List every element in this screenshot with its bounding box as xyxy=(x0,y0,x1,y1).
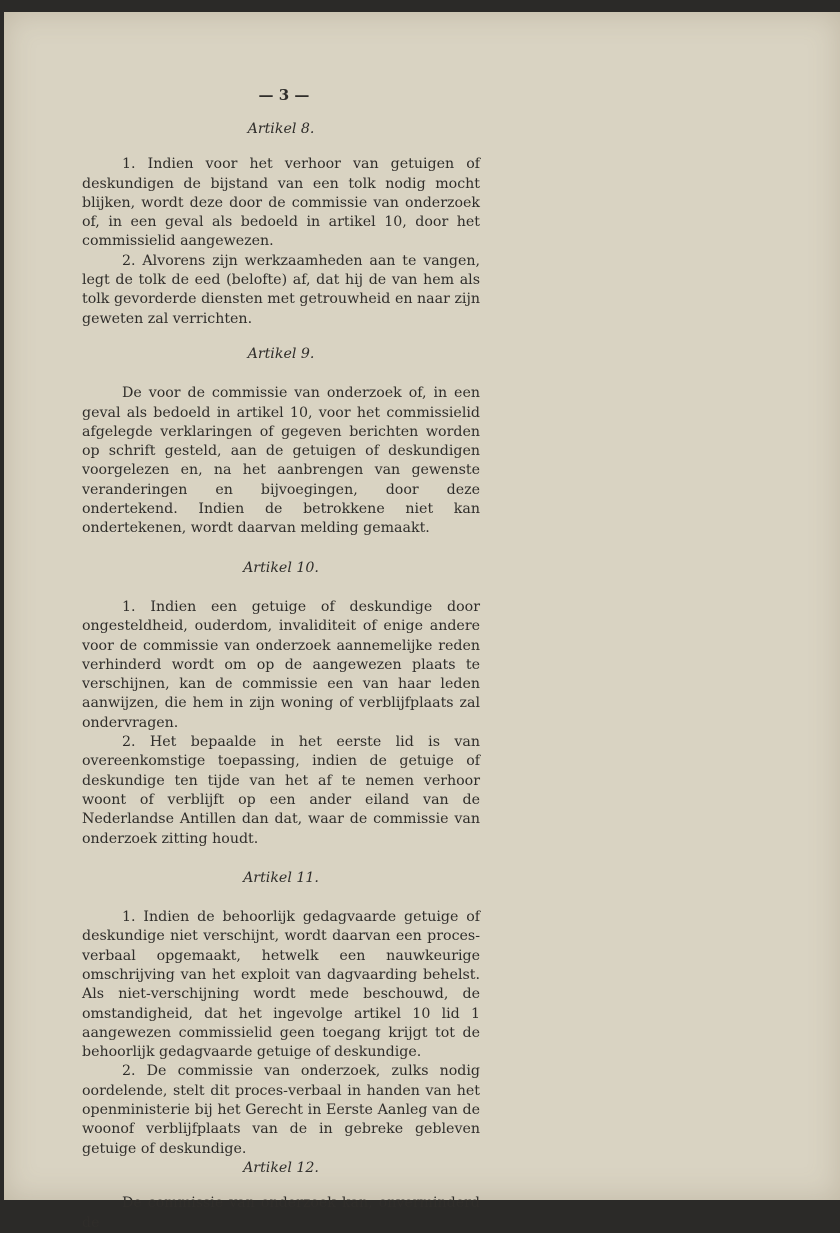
article-9-heading: Artikel 9. xyxy=(247,345,315,362)
article-10-paragraph-2: 2. Het bepaalde in het eerste lid is van overeenkomstige toepassing, indien de getuige of deskundige ten tijde van het af te nemen verhoor woont of verblijft op een ander eiland van de Nederlandse Antillen dan dat, waar de commissie van onderzoek zitting houdt. xyxy=(82,734,480,847)
article-11-paragraph-1: 1. Indien de behoorlijk gedagvaarde getuige of deskundige niet verschijnt, wordt daarvan een proces-verbaal opgemaakt, hetwelk een nauwkeurige omschrijving van het exploit van dagvaarding behelst. Als niet-verschijning wordt mede beschouwd, de omstandigheid, dat het ingevolge artikel 10 lid 1 aangewezen commissielid geen toegang krijgt tot de behoorlijk gedagvaarde getuige of deskundige. xyxy=(82,909,480,1061)
article-10-heading: Artikel 10. xyxy=(243,559,319,576)
article-10-paragraph-1: 1. Indien een getuige of deskundige door ongesteldheid, ouderdom, invaliditeit of enige andere voor de commissie van onderzoek aannemelijke reden verhinderd wordt om op de aangewezen plaats te verschijnen, kan de commissie een van haar leden aanwijzen, die hem in zijn woning of verblijfplaats zal ondervragen. xyxy=(82,598,480,731)
article-8-paragraph-1: 1. Indien voor het verhoor van getuigen of deskundigen de bijstand van een tolk nodig mocht blijken, wordt deze door de commissie van onderzoek of, in een geval als bedoeld in artikel 10, door het commissielid aangewezen. xyxy=(82,156,480,250)
article-8-heading: Artikel 8. xyxy=(247,121,315,137)
article-11-heading: Artikel 11. xyxy=(243,869,319,886)
page-number: — 3 — xyxy=(258,86,310,104)
article-12-paragraph-1: De commissie van onderzoek kan, onverminderd de xyxy=(82,1195,480,1231)
article-11-paragraph-2: 2. De commissie van onderzoek, zulks nodig oordelende, stelt dit proces-verbaal in handen van het openministerie bij het Gerecht in Eerste Aanleg van de woonof verblijfplaats van de in gebreke gebleven getuige of deskundige. xyxy=(82,1063,480,1157)
article-12-heading: Artikel 12. xyxy=(243,1159,319,1176)
text-column xyxy=(82,120,480,1233)
article-9-paragraph-1: De voor de commissie van onderzoek of, in een geval als bedoeld in artikel 10, voor het commissielid afgelegde verklaringen of gegeven berichten worden op schrift gesteld, aan de getuigen of deskundigen voorgelezen en, na het aanbrengen van gewenste veranderingen en bijvoegingen, door deze ondertekend. Indien de betrokkene niet kan ondertekenen, wordt daarvan melding gemaakt. xyxy=(82,385,480,537)
document-page xyxy=(4,12,840,1231)
reverse-side-bleed-through xyxy=(474,112,814,1112)
article-8-paragraph-2: 2. Alvorens zijn werkzaamheden aan te vangen, legt de tolk de eed (belofte) af, dat hij de van hem als tolk gevorderde diensten met getrouwheid en naar zijn geweten zal verrichten. xyxy=(82,252,480,327)
